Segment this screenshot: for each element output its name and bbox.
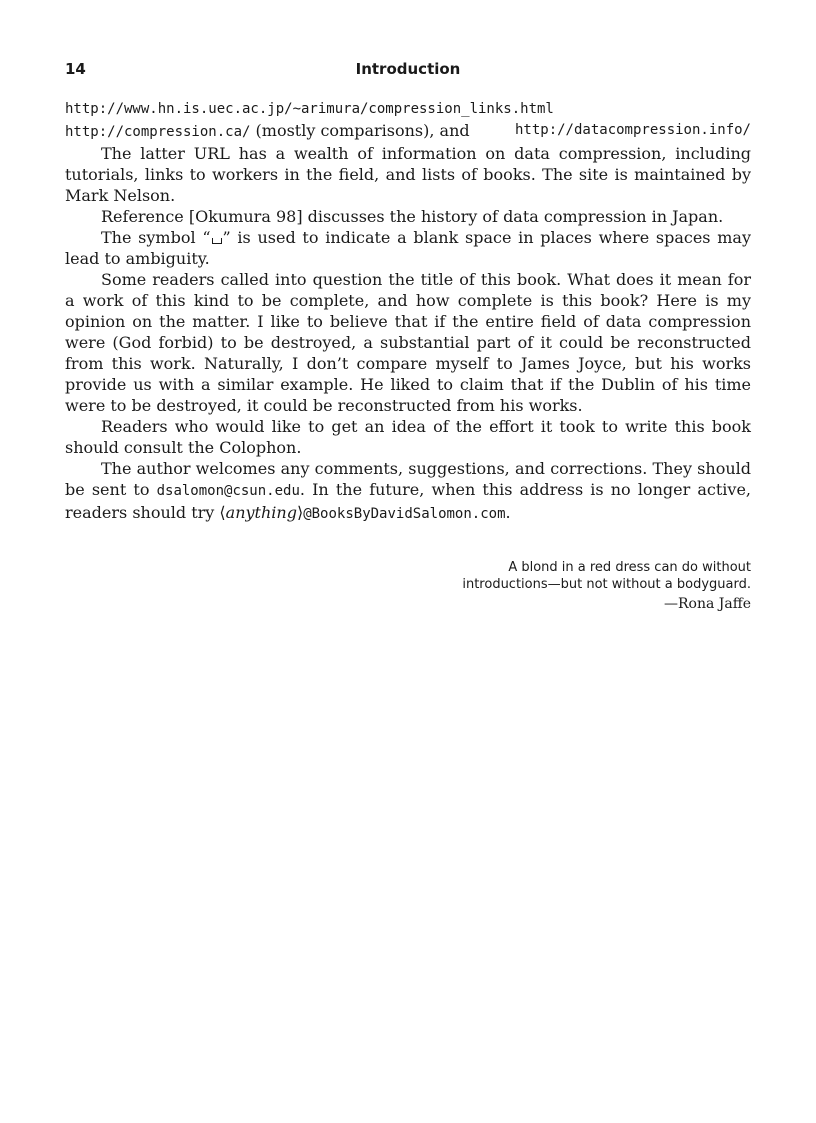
url-link-arimura[interactable]: http://www.hn.is.uec.ac.jp/~arimura/compression_links.html bbox=[65, 101, 554, 117]
contact-text-a: The author welcomes any comments, suggestions, and corrections. They should be sent to bbox=[65, 459, 751, 499]
blank-symbol-text-before: The symbol “ bbox=[101, 228, 211, 247]
contact-text-b: . In the future, when this address is no longer active, readers should try bbox=[65, 480, 752, 522]
url-line-1 bbox=[65, 97, 751, 120]
angle-left: ⟨ bbox=[219, 503, 226, 522]
angle-right: ⟩ bbox=[296, 503, 304, 522]
paragraph-colophon: Readers who would like to get an idea of the effort it took to write this book should consult the Colophon. bbox=[65, 417, 751, 457]
url-note: (mostly comparisons), and bbox=[255, 121, 470, 140]
body-text bbox=[65, 97, 751, 525]
paragraph-okumura: Reference [Okumura 98] discusses the history of data compression in Japan. bbox=[101, 207, 724, 226]
email-link[interactable]: dsalomon@csun.edu bbox=[156, 483, 300, 499]
paragraph-completeness: Some readers called into question the title of this book. What does it mean for a work of this kind to be complete, and how complete is this book? Here is my opinion on the matter. I like to believe that if the entire field of data compression were (God forbid) to be destroyed, a substantial part of it could be reconstructed from this work. Naturally, I don’t compare myself to James Joyce, but his works provide us with a similar example. He liked to claim that if the Dublin of his time were to be destroyed, it could be reconstructed from his works. bbox=[65, 270, 751, 415]
page bbox=[65, 56, 751, 613]
paragraph-contact bbox=[65, 458, 751, 525]
chapter-title: Introduction bbox=[355, 60, 461, 78]
epigraph-line-1: A blond in a red dress can do without bbox=[508, 560, 751, 575]
paragraph-blank-symbol bbox=[65, 227, 751, 269]
running-head bbox=[65, 56, 751, 82]
epigraph-attribution: —Rona Jaffe bbox=[664, 596, 751, 612]
url-link-compression-ca[interactable]: http://compression.ca/ bbox=[65, 124, 251, 140]
page-number: 14 bbox=[65, 60, 86, 78]
url-link-datacompression[interactable]: http://datacompression.info/ bbox=[514, 122, 751, 138]
epigraph-line-2: introductions—but not without a bodyguard. bbox=[462, 577, 751, 592]
url-line-2-left bbox=[65, 120, 470, 143]
blank-space-symbol-icon bbox=[212, 238, 222, 244]
epigraph bbox=[65, 559, 751, 613]
anything-placeholder: anything bbox=[225, 503, 297, 522]
contact-end: . bbox=[505, 503, 511, 522]
url-line-2 bbox=[65, 120, 751, 143]
domain-address: @BooksByDavidSalomon.com bbox=[303, 506, 506, 522]
paragraph-url-info: The latter URL has a wealth of information on data compression, including tutorials, links to workers in the field, and lists of books. The site is maintained by Mark Nelson. bbox=[65, 144, 751, 205]
blank-symbol-text-after: ” is used to indicate a blank space in places where spaces may lead to ambiguity. bbox=[65, 228, 751, 268]
